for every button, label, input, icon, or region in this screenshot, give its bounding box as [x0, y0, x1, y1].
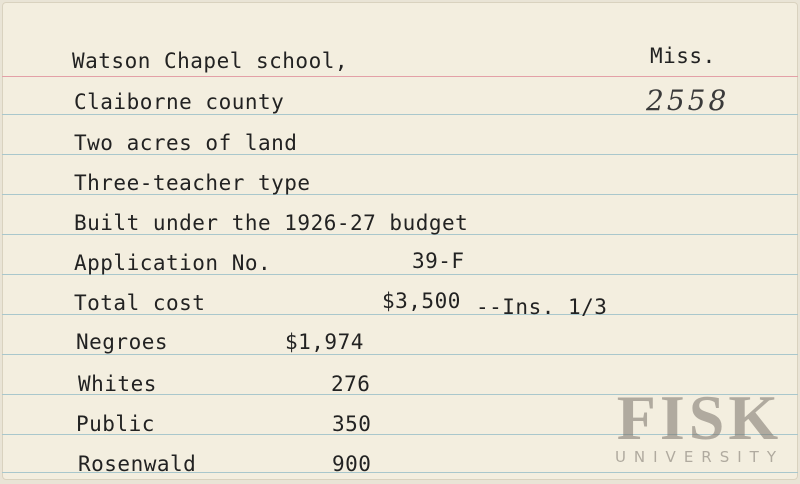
type-line: Three-teacher type [74, 171, 311, 195]
funding-label-public: Public [76, 412, 155, 436]
application-value: 39-F [412, 249, 465, 273]
card-rule [2, 354, 798, 355]
watermark-sub: UNIVERSITY [614, 448, 784, 466]
funding-amount-whites: 276 [331, 372, 371, 396]
total-cost-value: $3,500 [382, 289, 461, 313]
index-card [2, 2, 798, 480]
funding-amount-rosenwald: 900 [332, 452, 372, 476]
total-cost-label: Total cost [74, 291, 206, 315]
school-name: Watson Chapel school, [72, 49, 349, 73]
county-name: Claiborne county [74, 90, 285, 114]
funding-amount-public: 350 [332, 412, 372, 436]
funding-label-rosenwald: Rosenwald [78, 452, 197, 476]
funding-label-negroes: Negroes [76, 330, 169, 354]
watermark-name: FISK [616, 382, 783, 453]
fisk-watermark [614, 382, 784, 466]
state-abbrev: Miss. [650, 44, 716, 68]
funding-label-whites: Whites [78, 372, 157, 396]
insurance-note: --Ins. 1/3 [476, 295, 608, 319]
application-label: Application No. [74, 251, 272, 275]
card-rule [2, 76, 798, 77]
handwritten-number: 2558 [646, 84, 730, 117]
budget-line: Built under the 1926-27 budget [74, 211, 469, 235]
land-line: Two acres of land [74, 131, 298, 155]
funding-amount-negroes: $1,974 [285, 330, 364, 354]
